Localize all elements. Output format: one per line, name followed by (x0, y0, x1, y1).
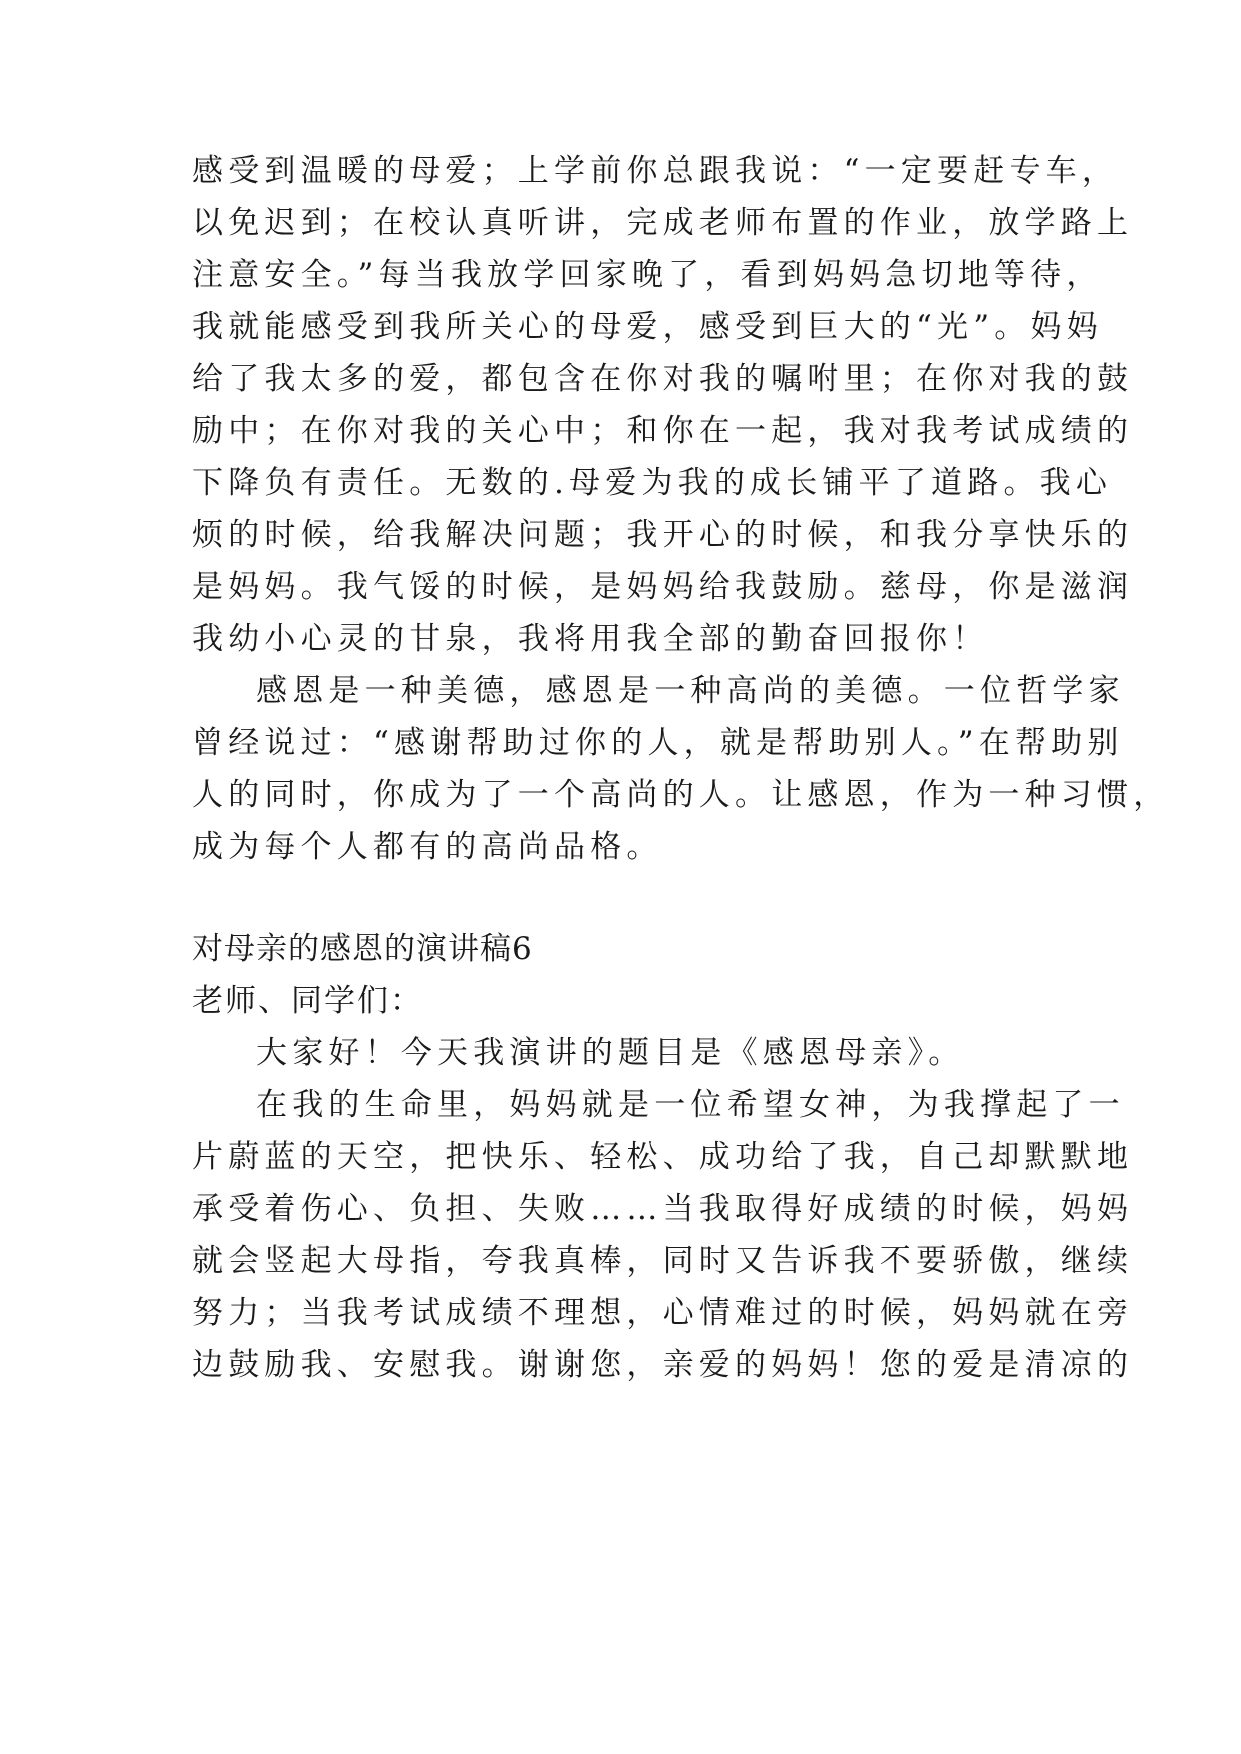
paragraph-line: 下降负有责任。无数的.母爱为我的成长铺平了道路。我心 (192, 465, 1113, 501)
paragraph-line: 注意安全。”每当我放学回家晚了，看到妈妈急切地等待， (192, 257, 1103, 293)
paragraph-line: 励中；在你对我的关心中；和你在一起，我对我考试成绩的 (192, 413, 1134, 449)
paragraph-line: 感恩是一种美德，感恩是一种高尚的美德。一位哲学家 (256, 673, 1125, 709)
salutation: 老师、同学们： (192, 983, 423, 1019)
paragraph-line: 烦的时候，给我解决问题；我开心的时候，和我分享快乐的 (192, 517, 1134, 553)
paragraph-line: 人的同时，你成为了一个高尚的人。让感恩，作为一种习惯， (192, 777, 1170, 813)
paragraph-line: 以免迟到；在校认真听讲，完成老师布置的作业，放学路上 (192, 205, 1134, 241)
paragraph-line: 曾经说过：“感谢帮助过你的人，就是帮助别人。”在帮助别 (192, 725, 1124, 761)
paragraph-line: 给了我太多的爱，都包含在你对我的嘱咐里；在你对我的鼓 (192, 361, 1134, 397)
paragraph-line: 片蔚蓝的天空，把快乐、轻松、成功给了我，自己却默默地 (192, 1139, 1134, 1175)
paragraph-line: 努力；当我考试成绩不理想，心情难过的时候，妈妈就在旁 (192, 1295, 1134, 1331)
paragraph-line: 感受到温暖的母爱；上学前你总跟我说：“一定要赶专车， (192, 153, 1119, 189)
paragraph-line: 在我的生命里，妈妈就是一位希望女神，为我撑起了一 (256, 1087, 1125, 1123)
paragraph-line: 成为每个人都有的高尚品格。 (192, 829, 663, 865)
paragraph-line: 边鼓励我、安慰我。谢谢您，亲爱的妈妈！您的爱是清凉的 (192, 1347, 1134, 1383)
greeting: 大家好！今天我演讲的题目是《感恩母亲》。 (256, 1035, 965, 1071)
paragraph-line: 我幼小心灵的甘泉，我将用我全部的勤奋回报你！ (192, 621, 989, 657)
section-title: 对母亲的感恩的演讲稿6 (192, 931, 533, 967)
paragraph-line: 我就能感受到我所关心的母爱，感受到巨大的“光”。妈妈 (192, 309, 1103, 345)
paragraph-line: 是妈妈。我气馁的时候，是妈妈给我鼓励。慈母，你是滋润 (192, 569, 1134, 605)
paragraph-line: 就会竖起大母指，夸我真棒，同时又告诉我不要骄傲，继续 (192, 1243, 1134, 1279)
paragraph-line: 承受着伤心、负担、失败……当我取得好成绩的时候，妈妈 (192, 1191, 1134, 1227)
